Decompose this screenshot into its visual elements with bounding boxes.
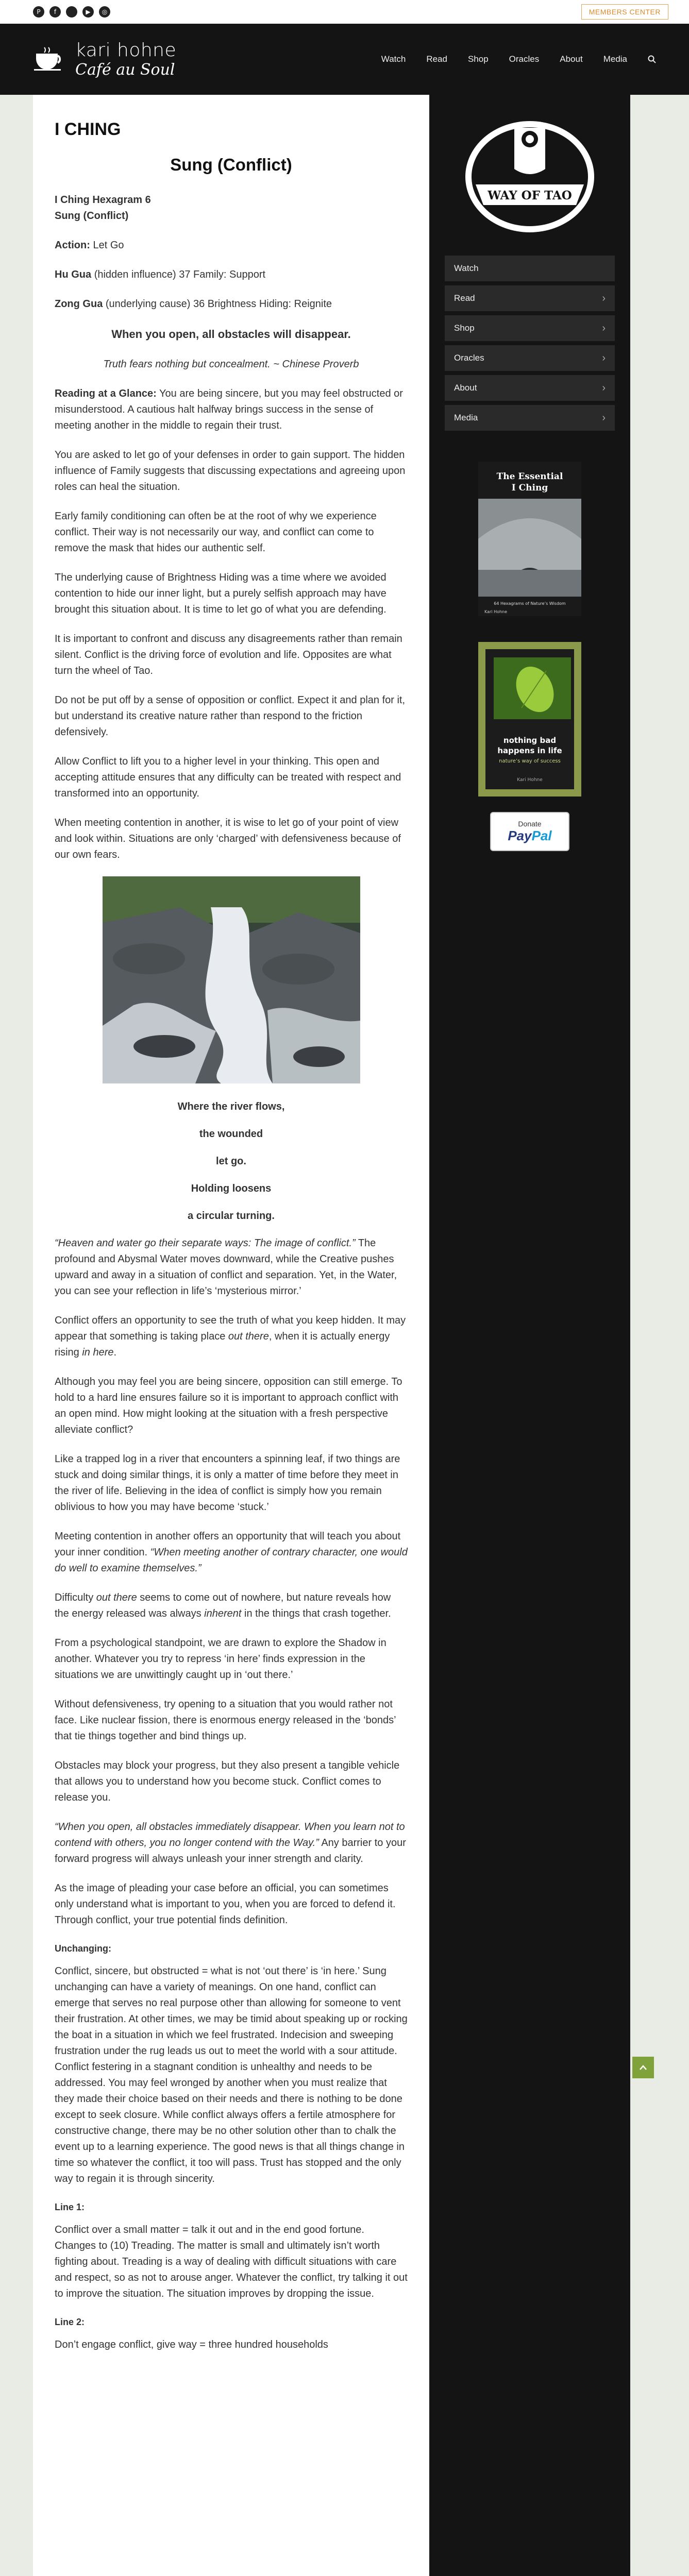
paragraph: As the image of pleading your case before an official, you can sometimes only understand what is important to you, when you are forced to defend it. Through conflict, your true potential finds definition. [55, 1883, 396, 1926]
zonggua-line: Zong Gua (underlying cause) 36 Brightness Hiding: Reignite [55, 298, 332, 310]
hexagram-label: I Ching Hexagram 6 [55, 194, 151, 206]
paragraph: Allow Conflict to lift you to a higher level in your thinking. This open and accepting attitude ensures that any difficulty can be treated with respect and transformed into an opportunity. [55, 756, 401, 800]
paragraph: Like a trapped log in a river that encounters a spinning leaf, if two things are stuck and doing similar things, it is only a matter of time before they meet in the river of life. Believing in the idea of conflict is simply how you remain oblivious to how you may have become ‘stuck.’ [55, 1453, 400, 1513]
sidebar-item-watch[interactable]: Watch [445, 256, 615, 281]
sidebar-item-media[interactable]: Media › [445, 405, 615, 431]
logo-name: kari hohne [75, 40, 177, 61]
search-icon[interactable] [648, 55, 656, 63]
svg-text:64 Hexagrams of Nature’s Wisdo: 64 Hexagrams of Nature’s Wisdom [494, 601, 566, 606]
facebook-icon[interactable]: f [49, 6, 61, 18]
sidebar-item-shop[interactable]: Shop › [445, 315, 615, 341]
paragraph: “When you open, all obstacles immediately disappear. When you learn not to contend with others, you no longer contend with the Way.” Any barrier to your forward progress will always unleash your inner strength and clarity. [55, 1821, 406, 1865]
chevron-up-icon [640, 2065, 647, 2070]
page-title: I CHING [55, 120, 121, 139]
poem-line: let go. [216, 1156, 246, 1167]
paragraph: It is important to confront and discuss any disagreements rather than remain silent. Conflict is the driving force of evolution and life. Opposites are what turn the wheel of Tao. [55, 633, 402, 677]
headline: When you open, all obstacles will disappear. [111, 328, 351, 341]
paragraph: Conflict offers an opportunity to see the truth of what you keep hidden. It may appear that something is taking place out there, when it is actually energy rising in here. [55, 1315, 406, 1359]
chevron-right-icon: › [602, 352, 606, 364]
chevron-right-icon: › [602, 412, 606, 423]
brand-text: WAY OF TAO [488, 189, 572, 202]
waterfall-photo [103, 876, 360, 1083]
chevron-right-icon: › [602, 382, 606, 394]
apple-icon[interactable] [66, 6, 77, 18]
line2-text: Don’t engage conflict, give way = three hundred households [55, 2338, 328, 2350]
sidebar [429, 95, 630, 2576]
essential-i-ching-book-cover[interactable] [478, 462, 581, 616]
hexagram-title: Sung (Conflict) [170, 155, 292, 174]
sidebar-item-about[interactable]: About › [445, 375, 615, 401]
paragraph: Meeting contention in another offers an opportunity that will teach you about your inner condition. “When meeting another of contrary character, one would do well to examine themselves.” [55, 1531, 408, 1574]
line1-text: Conflict over a small matter = talk it out and in the end good fortune. Changes to (10) Treading. The matter is small and ultimately isn’t worth fighting about. Treading is a way of dealing with difficult situations with care and respect, so as not to arouse anger. Whatever the conflict, try talking it out to improve the situation. The situation improves by dropping the issue. [55, 2224, 408, 2299]
nothing-bad-happens-book-cover[interactable] [478, 642, 581, 796]
svg-text:nothing bad: nothing bad [503, 736, 557, 745]
paragraph: Do not be put off by a sense of opposition or conflict. Expect it and plan for it, but understand its creative nature rather than respond to the friction defensively. [55, 694, 406, 738]
logo-tagline: Café au Soul [75, 61, 175, 79]
line1-heading: Line 1: [55, 2201, 85, 2212]
svg-text:nature’s way of success: nature’s way of success [499, 758, 561, 764]
line2-heading: Line 2: [55, 2316, 85, 2327]
paragraph: The underlying cause of Brightness Hiding was a time where we avoided contention to hide our inner light, but a purely selfish approach may have brought this situation about. It is time to let go of what you are defending. [55, 572, 386, 616]
nav-read[interactable]: Read [426, 54, 447, 64]
main-nav [381, 54, 656, 64]
proverb: Truth fears nothing but concealment. ~ Chinese Proverb [103, 359, 359, 370]
poem-line: a circular turning. [188, 1210, 275, 1222]
paragraph: Although you may feel you are being sincere, opposition can still emerge. To hold to a hard line ensures failure so it is important to approach conflict with an open mind. How might looking at the situation with a fresh perspective alleviate conflict? [55, 1376, 402, 1436]
svg-text:happens in life: happens in life [497, 746, 562, 755]
members-center-button[interactable]: MEMBERS CENTER [581, 4, 668, 20]
svg-text:Kari Hohne: Kari Hohne [517, 777, 543, 783]
unchanging-text: Conflict, sincere, but obstructed = what is not ‘out there’ is ‘in here.’ Sung unchanging can have a variety of meanings. On one hand, conflict can emerge that serves no real purpose other than allowing for someone to vent their frustration. At other times, we may be timid about speaking up or rocking the boat in a situation in which we feel frustrated. Indecision and sweeping frustration under the rug leads us out to meet the world with a sour attitude. Conflict festering in a stagnant condition is unhealthy and needs to be addressed. You may feel wronged by another when you must realize that they made their choice based on their needs and there is nothing to be done except to seek closure. While conflict always offers a fertile atmosphere for constructive change, there may be no other solution other than to chalk the event up to a learning experience. The good news is that all things change in time so whatever the conflict, it too will pass. Trust has stopped and the only way to regain it is through sincerity. [55, 1965, 408, 2184]
poem-line: Holding loosens [191, 1183, 272, 1195]
pinterest-icon[interactable]: P [33, 6, 44, 18]
article-content [33, 95, 429, 2576]
paragraph: Obstacles may block your progress, but they also present a tangible vehicle that allows you to understand how you become stuck. Conflict comes to release you. [55, 1760, 400, 1804]
social-links [33, 6, 110, 18]
nav-media[interactable]: Media [603, 54, 627, 64]
poem-line: the wounded [199, 1128, 263, 1140]
hexagram-name: Sung (Conflict) [55, 210, 129, 222]
site-header [0, 24, 689, 95]
svg-text:Kari Hohne: Kari Hohne [484, 609, 508, 614]
way-of-tao-logo[interactable] [445, 112, 615, 236]
paragraph: From a psychological standpoint, we are drawn to explore the Shadow in another. Whatever you try to repress ‘in here’ finds expression in the situations we are unwittingly caught up in ‘out there.’ [55, 1637, 386, 1681]
nav-shop[interactable]: Shop [467, 54, 489, 64]
paragraph: Early family conditioning can often be at the root of why we experience conflict. Their way is not necessarily our way, and conflict can come to remove the mask that hides our authentic self. [55, 511, 377, 554]
sidebar-item-oracles[interactable]: Oracles › [445, 345, 615, 371]
chevron-right-icon: › [602, 322, 606, 334]
reading-at-a-glance: Reading at a Glance: You are being sincere, but you may feel obstructed or misunderstood. A cautious halt halfway brings success in the sense of meeting another in the middle to regain their trust. [55, 388, 403, 432]
action-line: Action: Let Go [55, 240, 124, 251]
nav-watch[interactable]: Watch [381, 54, 406, 64]
unchanging-heading: Unchanging: [55, 1943, 111, 1954]
donate-paypal-button[interactable]: Donate PayPal [490, 812, 569, 851]
paragraph: You are asked to let go of your defenses in order to gain support. The hidden influence of Family suggests that discussing expectations and agreeing upon roles can heal the situation. [55, 449, 406, 493]
paragraph: Difficulty out there seems to come out of nowhere, but nature reveals how the energy released was always inherent in the things that crash together. [55, 1592, 391, 1620]
top-bar [0, 0, 689, 24]
nav-oracles[interactable]: Oracles [509, 54, 540, 64]
instagram-icon[interactable]: ◎ [99, 6, 110, 18]
svg-text:The Essential: The Essential [496, 471, 563, 482]
paragraph: Without defensiveness, try opening to a situation that you would rather not face. Like nuclear fission, there is enormous energy released in the ‘bonds’ that tie things together and bind things up. [55, 1699, 396, 1742]
svg-text:I Ching: I Ching [511, 483, 548, 493]
hugua-line: Hu Gua (hidden influence) 37 Family: Support [55, 269, 266, 280]
poem-line: Where the river flows, [177, 1101, 285, 1113]
coffee-cup-icon [33, 46, 66, 72]
paypal-logo: PayPal [508, 827, 552, 843]
poem [55, 1099, 408, 1224]
nav-about[interactable]: About [560, 54, 583, 64]
sidebar-item-read[interactable]: Read › [445, 285, 615, 311]
paragraph: “Heaven and water go their separate ways: The image of conflict.” The profound and Abysmal Water moves downward, while the Creative pushes upward and away in a situation of conflict and separation. Yet, in the Water, you can see your reflection in life’s ‘mysterious mirror.’ [55, 1238, 397, 1297]
sidebar-menu [445, 256, 615, 431]
youtube-icon[interactable]: ▶ [82, 6, 94, 18]
paragraph: When meeting contention in another, it is wise to let go of your point of view and look within. Situations are only ‘charged’ with defensiveness because of our own fears. [55, 817, 401, 861]
scroll-to-top-button[interactable] [632, 2057, 654, 2078]
site-logo[interactable] [33, 40, 176, 79]
chevron-right-icon: › [602, 292, 606, 304]
